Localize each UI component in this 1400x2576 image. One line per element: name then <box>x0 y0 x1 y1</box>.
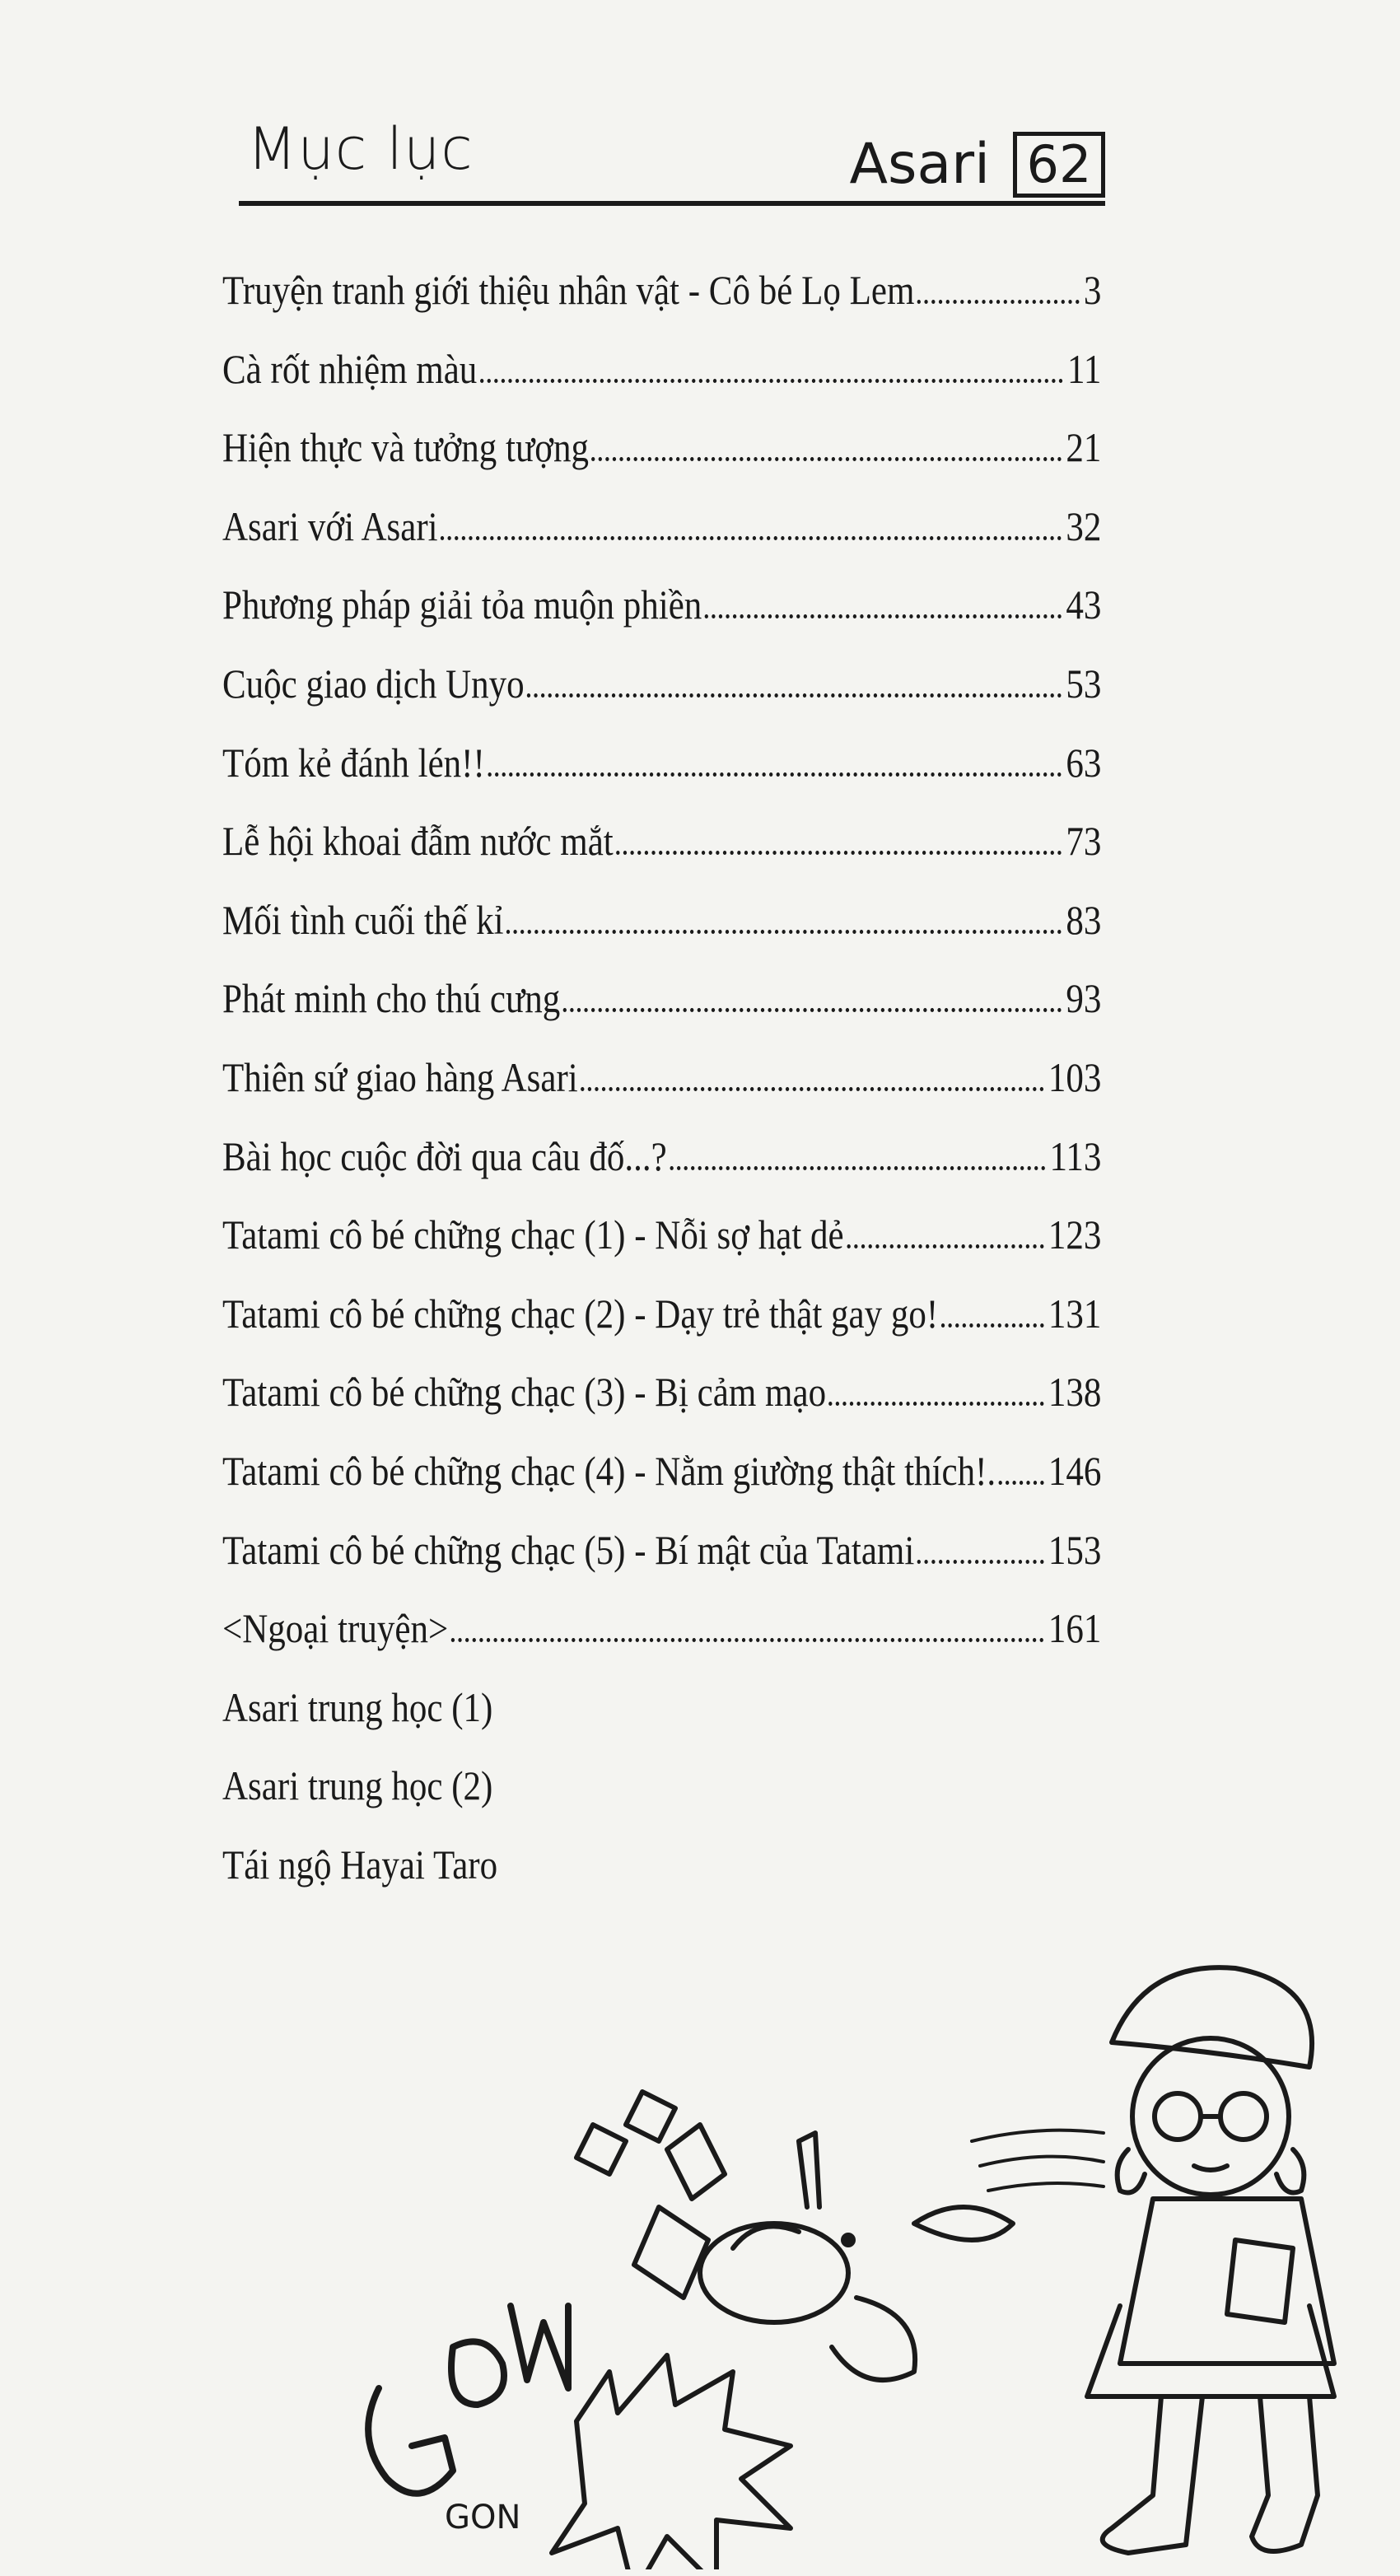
toc-page: 131 <box>1048 1290 1102 1337</box>
toc-entry[interactable] <box>222 959 1101 1038</box>
table-of-contents <box>222 251 1104 1904</box>
toc-page: 21 <box>1066 424 1102 471</box>
toc-entry[interactable] <box>222 1589 1101 1668</box>
toc-title: Phát minh cho thú cưng <box>222 975 561 1022</box>
leader-dots <box>451 1638 1044 1642</box>
toc-entry[interactable] <box>222 488 1101 567</box>
girl-character <box>1087 1967 1334 2553</box>
toc-page: 3 <box>1083 267 1102 313</box>
toc-entry[interactable] <box>222 251 1101 330</box>
series-name: Asari <box>849 132 990 197</box>
page-title: Mục lục <box>247 115 474 183</box>
toc-entry[interactable] <box>222 1353 1101 1432</box>
leader-dots <box>670 1166 1045 1170</box>
toc-entry[interactable] <box>222 566 1101 645</box>
leader-dots <box>705 614 1062 618</box>
toc-page: 138 <box>1048 1369 1102 1416</box>
toc-page: 113 <box>1049 1132 1102 1179</box>
leader-dots <box>591 457 1062 461</box>
leader-dots <box>527 693 1062 698</box>
toc-title: Asari trung học (1) <box>222 1683 493 1730</box>
header-rule <box>239 201 1105 206</box>
leader-dots <box>480 379 1063 383</box>
leader-dots <box>506 930 1062 934</box>
toc-entry[interactable] <box>222 645 1101 724</box>
toc-page: 63 <box>1066 739 1102 786</box>
toc-page: 32 <box>1066 502 1102 549</box>
toc-title: Asari với Asari <box>222 502 438 549</box>
leader-dots <box>441 536 1062 540</box>
page-header <box>239 115 1105 206</box>
toc-page: 43 <box>1066 581 1102 628</box>
toc-page: 93 <box>1066 975 1102 1022</box>
toc-title: Asari trung học (2) <box>222 1762 493 1809</box>
toc-entry[interactable] <box>222 1826 1101 1905</box>
motion-lines <box>972 2130 1104 2191</box>
toc-entry[interactable] <box>222 724 1101 803</box>
fallen-character <box>576 2092 1013 2380</box>
toc-title: Lễ hội khoai đẫm nước mắt <box>222 818 614 865</box>
leader-dots <box>581 1087 1044 1091</box>
toc-title: Hiện thực và tưởng tượng <box>222 424 589 471</box>
toc-page: 11 <box>1067 345 1102 392</box>
toc-page: 123 <box>1048 1211 1102 1258</box>
toc-entry[interactable] <box>222 1118 1101 1197</box>
leader-dots <box>999 1481 1044 1485</box>
sound-effect-lettering <box>368 2306 568 2494</box>
toc-title: Mối tình cuối thế kỉ <box>222 896 504 943</box>
toc-title: Tatami cô bé chững chạc (2) - Dạy trẻ thật gay go! <box>222 1290 939 1337</box>
leader-dots <box>829 1402 1044 1406</box>
volume-number: 62 <box>1013 132 1105 198</box>
leader-dots <box>488 772 1062 777</box>
toc-entry[interactable] <box>222 1668 1101 1748</box>
toc-page: 83 <box>1066 896 1102 943</box>
impact-burst <box>552 2355 791 2569</box>
leader-dots <box>917 300 1080 304</box>
leader-dots <box>616 851 1062 855</box>
leader-dots <box>563 1008 1062 1012</box>
toc-title: Tái ngộ Hayai Taro <box>222 1841 498 1888</box>
toc-title: Thiên sứ giao hàng Asari <box>222 1053 578 1100</box>
toc-entry[interactable] <box>222 1511 1101 1590</box>
toc-title: <Ngoại truyện> <box>222 1605 449 1652</box>
toc-title: Tatami cô bé chững chạc (4) - Nằm giường thật thích!. <box>222 1447 996 1494</box>
toc-page: 153 <box>1048 1526 1102 1573</box>
toc-entry[interactable] <box>222 1038 1101 1118</box>
leader-dots <box>941 1323 1044 1328</box>
toc-title: Tatami cô bé chững chạc (5) - Bí mật của Tatami <box>222 1526 915 1573</box>
toc-title: Truyện tranh giới thiệu nhân vật - Cô bé Lọ Lem <box>222 267 915 313</box>
toc-page: 53 <box>1066 660 1102 707</box>
toc-entry[interactable] <box>222 1747 1101 1826</box>
toc-entry[interactable] <box>222 408 1101 488</box>
toc-title: Phương pháp giải tỏa muộn phiền <box>222 581 702 628</box>
toc-entry[interactable] <box>222 1275 1101 1354</box>
toc-entry[interactable] <box>222 1432 1101 1511</box>
toc-page: 161 <box>1048 1605 1102 1652</box>
toc-page: 103 <box>1048 1053 1102 1100</box>
toc-entry[interactable] <box>222 1196 1101 1275</box>
toc-title: Bài học cuộc đời qua câu đố...? <box>222 1132 667 1179</box>
toc-title: Tatami cô bé chững chạc (1) - Nỗi sợ hạt dẻ <box>222 1211 844 1258</box>
toc-title: Tóm kẻ đánh lén!! <box>222 739 485 786</box>
toc-page: 146 <box>1048 1447 1102 1494</box>
toc-entry[interactable] <box>222 330 1101 409</box>
sound-effect-text: GON <box>445 2499 521 2536</box>
toc-title: Cà rốt nhiệm màu <box>222 345 478 392</box>
toc-entry[interactable] <box>222 802 1101 881</box>
toc-entry[interactable] <box>222 881 1101 960</box>
toc-page: 73 <box>1066 818 1102 865</box>
toc-title: Tatami cô bé chững chạc (3) - Bị cảm mạo <box>222 1369 827 1416</box>
leader-dots <box>847 1244 1044 1248</box>
cartoon-illustration <box>346 1960 1384 2569</box>
leader-dots <box>917 1560 1044 1564</box>
toc-title: Cuộc giao dịch Unyo <box>222 660 525 707</box>
